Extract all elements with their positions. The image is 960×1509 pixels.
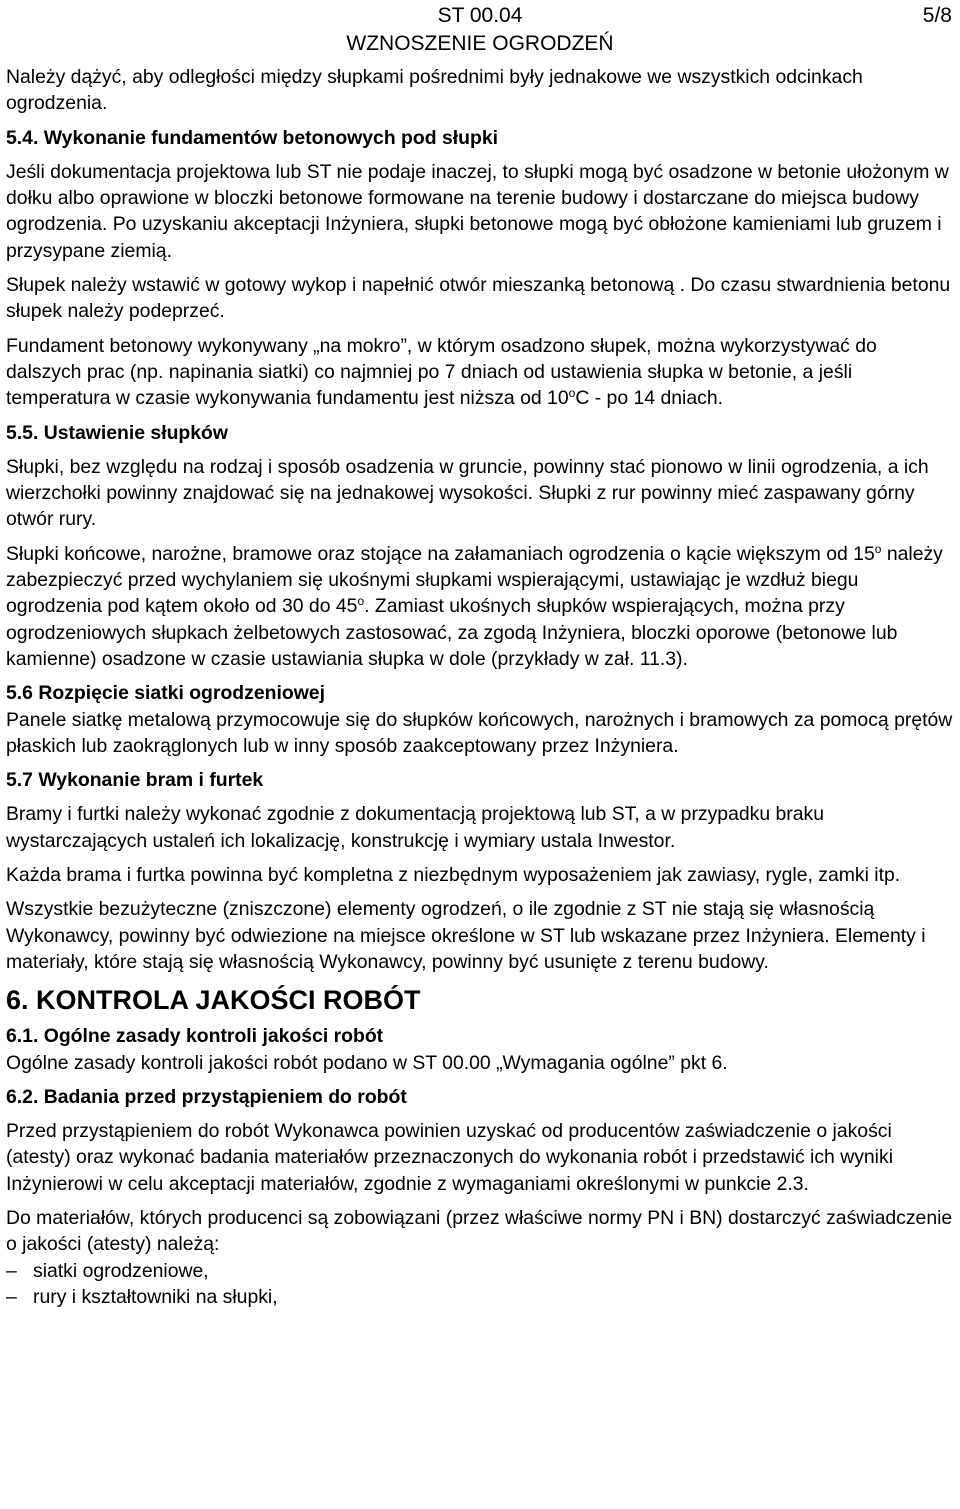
page-number: 5/8 xyxy=(922,4,952,27)
section-heading-5-6: 5.6 Rozpięcie siatki ogrodzeniowej xyxy=(6,682,325,705)
degree-superscript: o xyxy=(874,541,882,556)
paragraph: Jeśli dokumentacja projektowa lub ST nie podaje inaczej, to słupki mogą być osadzone w betonie ułożonym w dołku albo oprawione w bloczki betonowe formowane na terenie budowy i dostarczane do miejsca budowy ogrodzenia. Po uzyskaniu akceptacji Inżyniera, słupki betonowe mogą być obłożone kamieniami lub gruzem i przysypane ziemią. xyxy=(6,160,949,262)
dash-bullet: – xyxy=(6,1259,17,1282)
paragraph xyxy=(6,333,954,412)
attested-materials-list xyxy=(6,1258,954,1311)
text-run: Fundament betonowy wykonywany „na mokro”, w którym osadzono słupek, można wykorzystywać do dalszych prac (np. napinania siatki) co najmniej po 7 dniach od ustawienia słupka w betonie, a jeśli temperatura w czasie wykonywania fundamentu jest niższa od 10 xyxy=(6,334,877,410)
paragraph: Bramy i furtki należy wykonać zgodnie z dokumentacją projektową lub ST, a w przypadku braku wystarczających ustaleń ich lokalizację, konstrukcję i wymiary ustala Inwestor. xyxy=(6,803,825,852)
text-run: C - po 14 dniach. xyxy=(575,387,723,410)
section-heading-6-1: 6.1. Ogólne zasady kontroli jakości robót xyxy=(6,1025,384,1048)
spec-title: WZNOSZENIE OGRODZEŃ xyxy=(346,32,614,55)
text-run: . Zamiast ukośnych słupków wspierających, można przy ogrodzeniowych słupkach żelbetowych zastosować, za zgodą Inżyniera, bloczki oporowe (betonowe lub kamienne) osadzone w czasie ustawiania słupka w dole (przykłady w zał. 11.3). xyxy=(6,595,898,670)
paragraph: Wszystkie bezużyteczne (zniszczone) elementy ogrodzeń, o ile zgodnie z ST nie stają się własnością Wykonawcy, powinny być odwiezione na miejsce określone w ST lub wskazane przez Inżyniera. Elementy i materiały, które stają się własnością Wykonawcy, powinny być usunięte z terenu budowy. xyxy=(6,898,926,973)
section-heading-5-5: 5.5. Ustawienie słupków xyxy=(6,421,228,444)
dash-bullet: – xyxy=(6,1285,17,1308)
page-header xyxy=(6,0,954,64)
paragraph: Słupki, bez względu na rodzaj i sposób osadzenia w gruncie, powinny stać pionowo w linii ogrodzenia, a ich wierzchołki powinny znajdować się na jednakowej wysokości. Słupki z rur powinny mieć zaspawany górny otwór rury. xyxy=(6,455,929,531)
degree-superscript: o xyxy=(357,594,365,609)
list-item-text: rury i kształtowniki na słupki, xyxy=(33,1285,278,1308)
list-item-text: siatki ogrodzeniowe, xyxy=(33,1259,209,1282)
list-item xyxy=(6,1284,954,1310)
paragraph: Przed przystąpieniem do robót Wykonawca powinien uzyskać od producentów zaświadczenie o jakości (atesty) oraz wykonać badania materiałów przeznaczonych do wykonania robót i przedstawić ich wyniki Inżynierowi w celu akceptacji materiałów, zgodnie z wymaganiami określonymi w punkcie 2.3. xyxy=(6,1120,893,1195)
text-run: należy zabezpieczyć przed wychylaniem się ukośnymi słupkami wspierającymi, ustawiając je wzdłuż biegu ogrodzenia pod kątem około od 30 do 45 xyxy=(6,542,943,618)
chapter-heading-6: 6. KONTROLA JAKOŚCI ROBÓT xyxy=(6,985,421,1016)
paragraph: Należy dążyć, aby odległości między słupkami pośrednimi były jednakowe we wszystkich odcinkach ogrodzenia. xyxy=(6,66,863,115)
text-run: Słupki końcowe, narożne, bramowe oraz stojące na załamaniach ogrodzenia o kącie większym od 15 xyxy=(6,542,875,565)
document-body xyxy=(6,64,954,1310)
document-page xyxy=(6,0,954,1310)
paragraph: Każda brama i furtka powinna być kompletna z niezbędnym wyposażeniem jak zawiasy, rygle, zamki itp. xyxy=(6,864,901,887)
spec-code: ST 00.04 xyxy=(437,4,523,27)
section-heading-5-4: 5.4. Wykonanie fundamentów betonowych pod słupki xyxy=(6,126,498,149)
section-heading-5-7: 5.7 Wykonanie bram i furtek xyxy=(6,769,264,792)
paragraph: Panele siatkę metalową przymocowuje się do słupków końcowych, narożnych i bramowych za pomocą prętów płaskich lub zaokrąglonych lub w inny sposób zaakceptowany przez Inżyniera. xyxy=(6,708,953,757)
paragraph: Do materiałów, których producenci są zobowiązani (przez właściwe normy PN i BN) dostarczyć zaświadczenie o jakości (atesty) należą: xyxy=(6,1206,953,1256)
section-heading-6-2: 6.2. Badania przed przystąpieniem do robót xyxy=(6,1085,407,1108)
paragraph: Słupek należy wstawić w gotowy wykop i napełnić otwór mieszanką betonową . Do czasu stwardnienia betonu słupek należy podeprzeć. xyxy=(6,274,951,323)
paragraph xyxy=(6,541,954,672)
paragraph: Ogólne zasady kontroli jakości robót podano w ST 00.00 „Wymagania ogólne” pkt 6. xyxy=(6,1051,728,1074)
degree-superscript: o xyxy=(568,386,576,401)
list-item xyxy=(6,1258,954,1284)
